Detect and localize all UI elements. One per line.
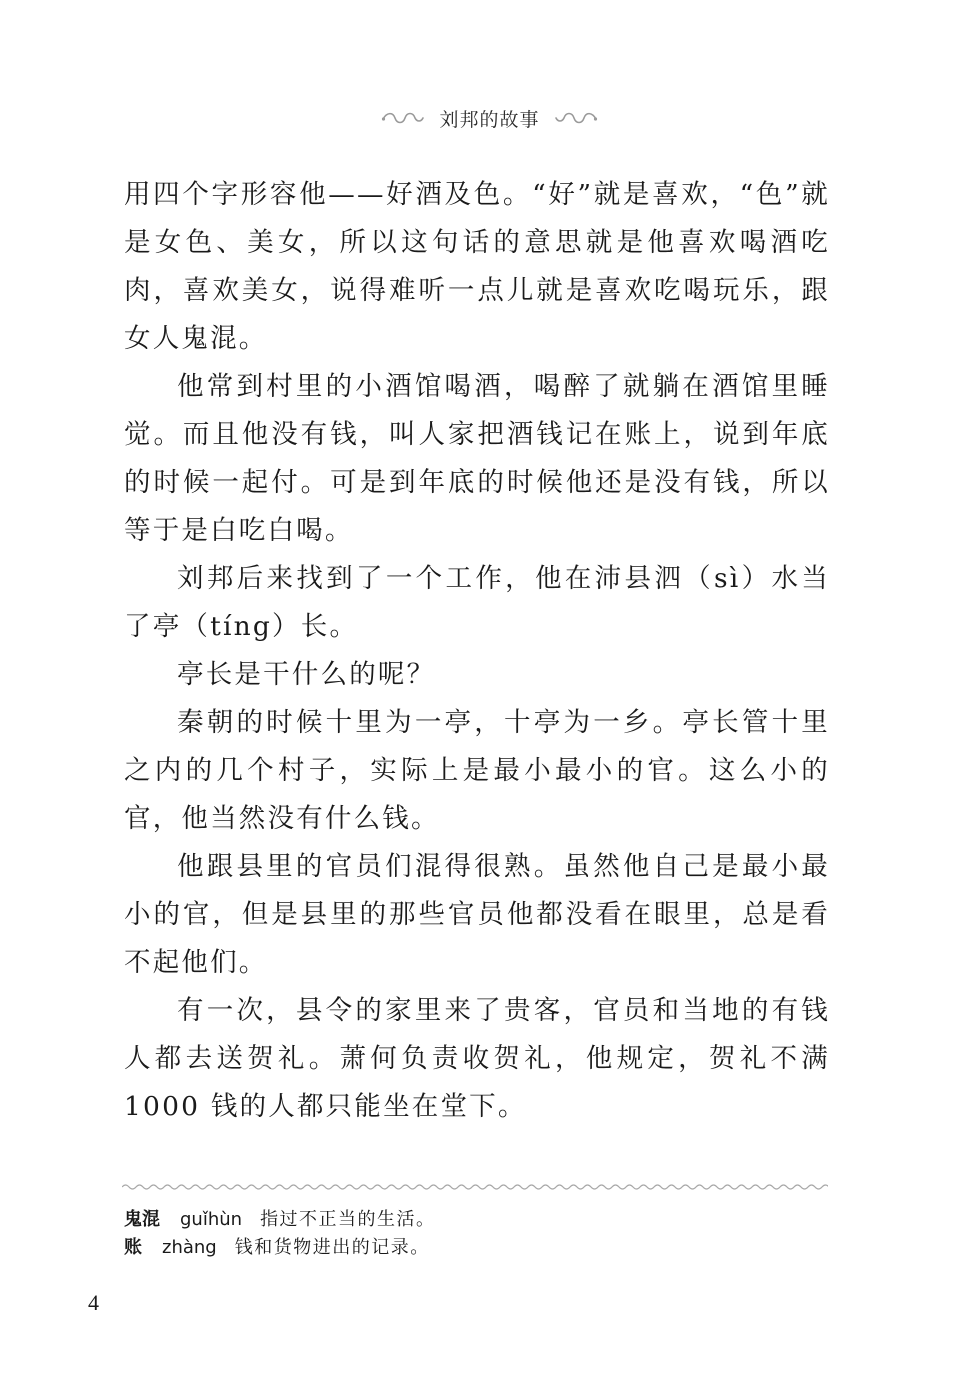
glossary-definition: 钱和货物进出的记录。 [234,1237,430,1258]
paragraph: 亭长是干什么的呢？ [177,659,436,690]
right-swirl-ornament-icon [554,110,598,126]
glossary-pinyin: guǐhùn [180,1209,243,1230]
glossary-term: 鬼混 [124,1209,160,1230]
glossary-entry [124,1206,830,1234]
page-number: 4 [88,1290,99,1315]
paragraph: 他跟县里的官员们混得很熟。虽然他自己是最小最小的官，但是县里的那些官员他都没看在眼里，总是看不起他们。 [124,851,830,978]
glossary [124,1206,830,1262]
book-title: 刘邦的故事 [439,108,540,131]
wave-divider [122,1180,828,1194]
paragraph: 秦朝的时候十里为一亭，十亭为一乡。亭长管十里之内的几个村子，实际上是最小最小的官。这么小的官，他当然没有什么钱。 [124,707,830,834]
glossary-entry [124,1234,830,1262]
paragraph: 刘邦后来找到了一个工作，他在沛县泗（sì）水当了亭（tíng）长。 [124,563,830,642]
paragraph: 他常到村里的小酒馆喝酒，喝醉了就躺在酒馆里睡觉。而且他没有钱，叫人家把酒钱记在账上，说到年底的时候一起付。可是到年底的时候他还是没有钱，所以等于是白吃白喝。 [124,371,830,546]
body-text [124,171,830,1131]
glossary-definition: 指过不正当的生活。 [260,1209,436,1230]
glossary-term: 账 [124,1237,142,1258]
paragraph: 用四个字形容他——好酒及色。“好”就是喜欢，“色”就是女色、美女，所以这句话的意思就是他喜欢喝酒吃肉，喜欢美女，说得难听一点儿就是喜欢吃喝玩乐，跟女人鬼混。 [124,179,830,354]
running-header [0,100,979,136]
left-swirl-ornament-icon [381,110,425,126]
paragraph: 有一次，县令的家里来了贵客，官员和当地的有钱人都去送贺礼。萧何负责收贺礼，他规定，贺礼不满 1000 钱的人都只能坐在堂下。 [124,995,830,1122]
glossary-pinyin: zhàng [162,1237,217,1258]
